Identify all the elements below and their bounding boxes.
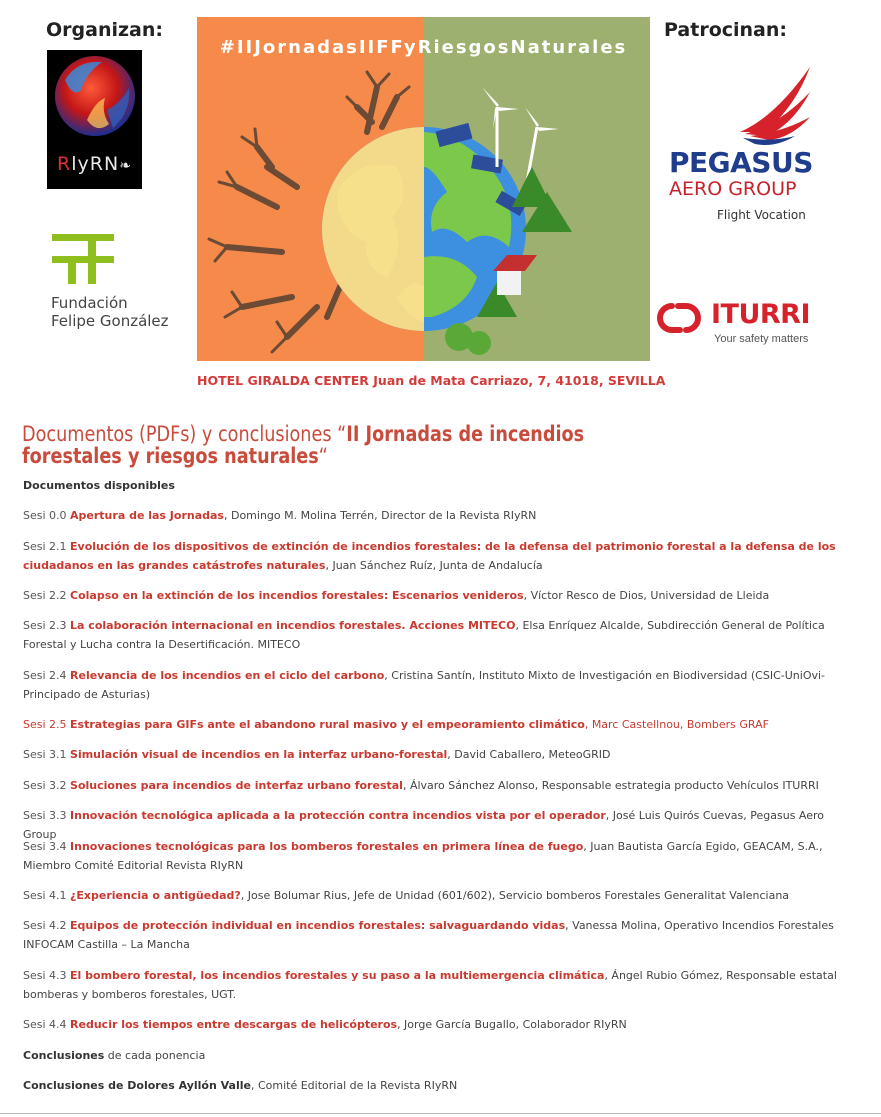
session-speaker: , Vanessa Molina, Operativo Incendios Forestales INFOCAM Castilla – La Mancha [23,919,834,951]
rlyrn-logo[interactable] [47,50,142,189]
iturri-link-icon[interactable] [652,298,708,338]
session-speaker: , José Luis Quirós Cuevas, Pegasus Aero Group [23,809,825,841]
session-item [23,916,841,954]
session-code: Sesi 2.3 [23,619,67,632]
session-item [23,776,841,795]
session-item [23,616,841,654]
organizers-label: Organizan: [46,19,163,41]
event-poster [197,17,650,361]
fundacion-name [51,294,169,330]
session-code: Sesi 3.1 [23,748,67,761]
pegasus-group-text: AERO GROUP [669,178,797,200]
conclusions-link[interactable]: Conclusiones [23,1049,105,1062]
session-speaker: , Juan Sánchez Ruíz, Junta de Andalucía [325,559,543,572]
session-speaker: , Ángel Rubio Gómez, Responsable estatal bomberas y bomberos forestales, UGT. [23,969,837,1001]
session-item [23,966,841,1004]
poster-hashtag: #IIJornadasIIFFyRiesgosNaturales [219,37,628,58]
session-code: Sesi 3.2 [23,779,67,792]
fundacion-line2: Felipe González [51,312,169,330]
session-code: Sesi 3.3 [23,809,67,822]
bottom-divider [0,1113,881,1114]
documents-subheading: Documentos disponibles [23,479,175,492]
session-link[interactable]: Simulación visual de incendios en la interfaz urbano-forestal [70,748,448,761]
session-link[interactable]: Equipos de protección individual en incendios forestales: salvaguardando vidas [70,919,566,932]
session-code: Sesi 2.2 [23,589,67,602]
iturri-wordmark: ITURRI [711,299,811,330]
session-item [23,715,841,734]
session-speaker: , Marc Castellnou, Bombers GRAF [584,718,769,731]
session-speaker: , Álvaro Sánchez Alonso, Responsable estrategia producto Vehículos ITURRI [402,779,819,792]
session-item [23,745,841,764]
session-speaker: , Cristina Santín, Instituto Mixto de Investigación en Biodiversidad (CSIC-UniOvi- Principado de Asturias) [23,669,826,701]
session-code: Sesi 2.1 [23,540,67,553]
session-link[interactable]: Evolución de los dispositivos de extinción de incendios forestales: de la defensa del patrimonio forestal a la defensa de los ciudadanos en las grandes catástrofes naturales [23,540,836,572]
session-speaker: , Juan Bautista García Egido, GEACAM, S.A., Miembro Comité Editorial Revista RIyRN [23,840,823,872]
title-suffix: “ [318,444,328,468]
session-link[interactable]: Soluciones para incendios de interfaz urbano forestal [70,779,403,792]
conclusions-text: de cada ponencia [104,1049,206,1062]
title-prefix: Documentos (PDFs) y conclusiones “ [22,422,347,446]
session-item [23,666,841,704]
conclusions-author-item [23,1076,841,1095]
session-item [23,537,841,575]
session-link[interactable]: ¿Experiencia o antigüedad? [70,889,241,902]
session-code: Sesi 3.4 [23,840,67,853]
conclusions-author-link[interactable]: Conclusiones de Dolores Ayllón Valle [23,1079,251,1092]
session-speaker: , Domingo M. Molina Terrén, Director de la Revista RIyRN [223,509,537,522]
pegasus-wordmark: PEGASUS [669,146,813,179]
session-link[interactable]: Relevancia de los incendios en el ciclo del carbono [70,669,385,682]
session-speaker: , Elsa Enríquez Alcalde, Subdirección General de Política Forestal y Lucha contra la Desertificación. MITECO [23,619,825,651]
session-speaker: , Jose Bolumar Rius, Jefe de Unidad (601/602), Servicio bomberos Forestales Generalitat Valenciana [240,889,790,902]
session-speaker: , Víctor Resco de Dios, Universidad de Lleida [523,589,770,602]
event-address: HOTEL GIRALDA CENTER Juan de Mata Carriazo, 7, 41018, SEVILLA [197,373,666,388]
session-item [23,506,841,525]
session-code: Sesi 2.4 [23,669,67,682]
session-link[interactable]: El bombero forestal, los incendios forestales y su paso a la multiemergencia climática [70,969,605,982]
session-speaker: , Jorge García Bugallo, Colaborador RIyRN [397,1018,627,1031]
session-item [23,886,841,905]
session-link[interactable]: Reducir los tiempos entre descargas de helicópteros [70,1018,398,1031]
session-link[interactable]: Innovaciones tecnológicas para los bomberos forestales en primera línea de fuego [70,840,584,853]
leaf-icon: ❧ [119,158,132,174]
earth-illustration [197,17,650,361]
page-title [22,423,677,467]
session-code: Sesi 4.3 [23,969,67,982]
session-item [23,586,841,605]
session-item [23,1015,841,1034]
session-link[interactable]: Estrategias para GIFs ante el abandono rural masivo y el empeoramiento climático [70,718,585,731]
fundacion-line1: Fundación [51,294,128,312]
session-code: Sesi 2.5 [23,718,67,731]
session-code: Sesi 0.0 [23,509,67,522]
session-code: Sesi 4.2 [23,919,67,932]
iturri-tagline: Your safety matters [714,333,809,345]
session-link[interactable]: Colapso en la extinción de los incendios forestales: Escenarios venideros [70,589,524,602]
session-link[interactable]: Apertura de las Jornadas [70,509,224,522]
session-speaker: , David Caballero, MeteoGRID [447,748,611,761]
rlyrn-wordmark: RlyRN❧ [57,153,132,175]
session-item [23,837,841,875]
pegasus-tagline: Flight Vocation [717,208,806,222]
conclusions-item [23,1046,841,1065]
session-code: Sesi 4.1 [23,889,67,902]
session-link[interactable]: Innovación tecnológica aplicada a la protección contra incendios vista por el operador [70,809,606,822]
session-code: Sesi 4.4 [23,1018,67,1031]
session-link[interactable]: La colaboración internacional en incendios forestales. Acciones MITECO [70,619,516,632]
sponsors-label: Patrocinan: [664,19,787,41]
conclusions-author-text: , Comité Editorial de la Revista RIyRN [250,1079,458,1092]
title-event-name: II Jornadas de incendios forestales y riesgos naturales [22,422,585,468]
